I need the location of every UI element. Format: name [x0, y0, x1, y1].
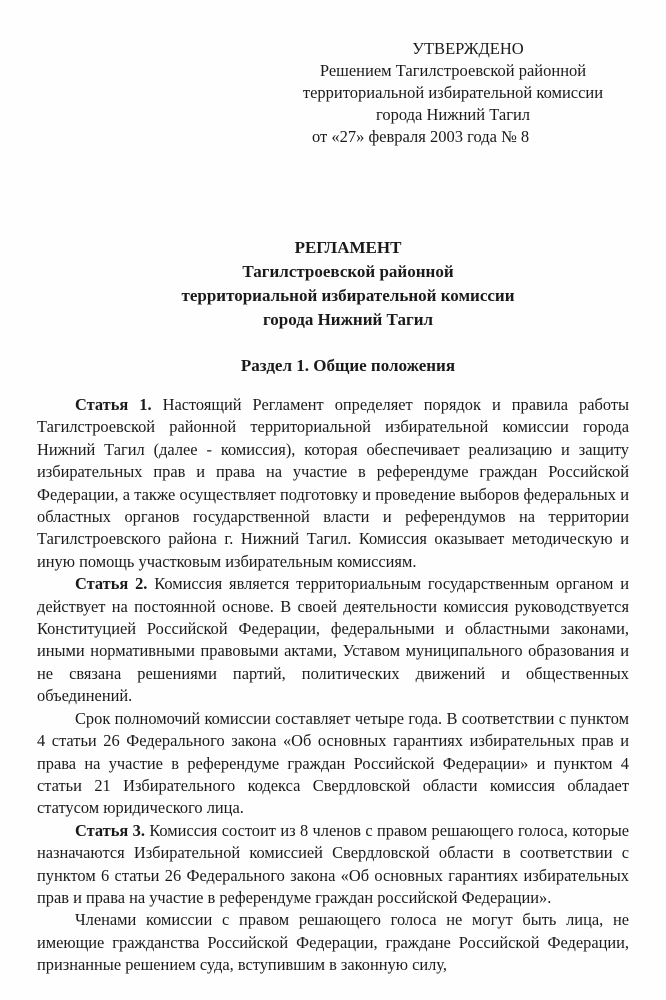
article-label: Статья 3.	[75, 820, 145, 840]
paragraph-article-2	[37, 573, 629, 707]
article-label: Статья 2.	[75, 574, 148, 594]
approval-heading: УТВЕРЖДЕНО	[412, 39, 524, 58]
document-title	[100, 236, 596, 332]
title-line-4: города Нижний Тагил	[262, 310, 434, 329]
body-text	[37, 394, 629, 977]
paragraph-term	[37, 708, 629, 820]
paragraph-members	[37, 909, 629, 976]
approval-commission: территориальной избирательной комиссии	[302, 83, 604, 102]
title-line-2: Тагилстроевской районной	[242, 262, 454, 281]
section-heading: Раздел 1. Общие положения	[240, 356, 456, 375]
title-line-3: территориальной избирательной комиссии	[181, 286, 515, 305]
approval-city: города Нижний Тагил	[375, 105, 531, 124]
article-label: Статья 1.	[75, 395, 152, 414]
approval-decision: Решением Тагилстроевской районной	[319, 61, 587, 80]
paragraph-text: Комиссия является территориальным государственным органом и действует на постоянной основе. В своей деятельности комиссия руководствуется Конституцией Российской Федерации, федеральными и областными законами, иными нормативными правовыми актами, Уставом муниципального образования и не связана решениями партий, политических движений и общественных объединений.	[37, 574, 629, 706]
paragraph-text: Настоящий Регламент определяет порядок и правила работы Тагилстроевской районной территориальной избирательной комиссии города Нижний Тагил (далее - комиссия), которая обеспечивает реализацию и защиту избирательных прав и права на участие в референдуме граждан Российской Федерации, а также осуществляет подготовку и проведение выборов федеральных и областных органов государственной власти и референдумов на территории Тагилстроевского района г. Нижний Тагил. Комиссия оказывает методическую и иную помощь участковым избирательным комиссиям.	[37, 395, 629, 571]
paragraph-text: Комиссия состоит из 8 членов с правом решающего голоса, которые назначаются Избирательной комиссией Свердловской области в соответствии с пунктом 6 статьи 26 Федерального закона «Об основных гарантиях избирательных прав и права на участие в референдуме граждан российской Федерации».	[37, 820, 629, 907]
approval-date: от «27» февраля 2003 года № 8	[312, 127, 530, 146]
approval-stamp	[288, 38, 618, 148]
title-line-1: РЕГЛАМЕНТ	[294, 238, 402, 257]
paragraph-article-1	[37, 394, 629, 573]
paragraph-article-3	[37, 820, 629, 910]
paragraph-text: Срок полномочий комиссии составляет четыре года. В соответствии с пунктом 4 статьи 26 Федерального закона «Об основных гарантиях избирательных прав и права на участие в референдуме граждан Российской Федерации» и пунктом 4 статьи 21 Избирательного кодекса Свердловской области комиссия обладает статусом юридического лица.	[37, 708, 629, 818]
paragraph-text: Членами комиссии с правом решающего голоса не могут быть лица, не имеющие гражданства Российской Федерации, граждане Российской Федерации, признанные решением суда, вступившим в законную силу,	[37, 910, 629, 975]
